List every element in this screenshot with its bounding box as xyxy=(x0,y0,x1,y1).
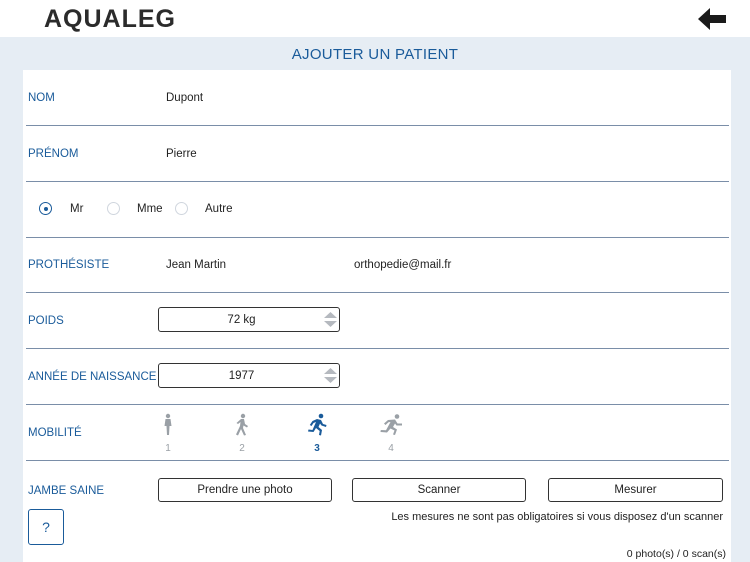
poids-label: POIDS xyxy=(28,315,64,327)
mobility-level-4[interactable] xyxy=(376,413,406,454)
row-civilite xyxy=(26,182,729,238)
person-sprinting-icon xyxy=(379,413,403,437)
annee-value: 1977 xyxy=(228,370,255,382)
mobility-level-3-label: 3 xyxy=(314,443,320,454)
mobility-level-3[interactable] xyxy=(302,413,332,454)
annee-label: ANNÉE DE NAISSANCE xyxy=(28,371,157,383)
row-annee xyxy=(26,349,729,405)
annee-stepper[interactable] xyxy=(158,363,340,388)
person-running-icon xyxy=(305,413,329,437)
row-prothesiste xyxy=(26,238,729,293)
mobility-level-1[interactable] xyxy=(153,413,183,454)
poids-stepper[interactable] xyxy=(158,307,340,332)
radio-mr[interactable] xyxy=(39,202,52,215)
radio-mme-label: Mme xyxy=(137,203,163,215)
help-button[interactable]: ? xyxy=(28,509,64,545)
photo-scan-counter: 0 photo(s) / 0 scan(s) xyxy=(626,548,726,560)
poids-value: 72 kg xyxy=(227,314,256,326)
nom-label: NOM xyxy=(28,92,55,104)
top-bar xyxy=(0,0,750,37)
prothesiste-email[interactable]: orthopedie@mail.fr xyxy=(354,259,452,271)
stepper-arrows-icon[interactable] xyxy=(323,310,338,329)
take-photo-button[interactable]: Prendre une photo xyxy=(158,478,332,502)
row-prenom xyxy=(26,126,729,182)
jambe-saine-label: JAMBE SAINE xyxy=(28,485,105,497)
scan-button[interactable]: Scanner xyxy=(352,478,526,502)
mobilite-label: MOBILITÉ xyxy=(28,427,82,439)
row-poids xyxy=(26,293,729,349)
page-title: AJOUTER UN PATIENT xyxy=(291,46,459,63)
mobility-level-1-label: 1 xyxy=(165,443,171,454)
back-button[interactable] xyxy=(698,8,728,30)
mobility-level-2-label: 2 xyxy=(239,443,245,454)
prenom-input[interactable]: Pierre xyxy=(166,148,197,160)
radio-mr-label: Mr xyxy=(70,203,84,215)
stepper-arrows-icon[interactable] xyxy=(323,366,338,385)
title-bar xyxy=(0,37,750,70)
patient-form xyxy=(23,70,731,562)
measure-button[interactable]: Mesurer xyxy=(548,478,723,502)
radio-mme[interactable] xyxy=(107,202,120,215)
app-logo: AQUALEG xyxy=(44,5,176,33)
person-walking-icon xyxy=(230,413,254,437)
mobility-level-2[interactable] xyxy=(227,413,257,454)
prothesiste-label: PROTHÉSISTE xyxy=(28,259,110,271)
mobility-level-4-label: 4 xyxy=(388,443,394,454)
radio-autre-label: Autre xyxy=(205,203,233,215)
nom-input[interactable]: Dupont xyxy=(166,92,204,104)
prothesiste-name[interactable]: Jean Martin xyxy=(166,259,227,271)
row-nom xyxy=(26,70,729,126)
radio-autre[interactable] xyxy=(175,202,188,215)
person-standing-icon xyxy=(156,413,180,437)
arrow-left-icon xyxy=(698,8,728,30)
scanner-note: Les mesures ne sont pas obligatoires si vous disposez d'un scanner xyxy=(391,511,723,523)
row-mobilite xyxy=(26,405,729,461)
prenom-label: PRÉNOM xyxy=(28,148,79,160)
